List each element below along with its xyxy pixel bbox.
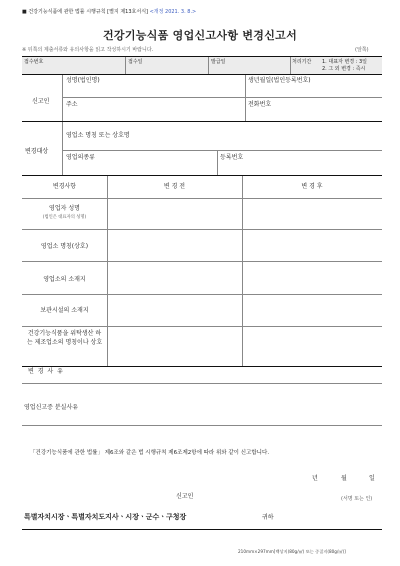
business-name-label: 영업소 명칭 또는 상호명 <box>66 132 130 139</box>
applicant-birth-label: 생년월일(법인등록번호) <box>248 77 311 84</box>
recipient-title: 특별자치시장ㆍ특별자치도지사ㆍ시장ㆍ군수ㆍ구청장 <box>24 513 187 521</box>
divider <box>62 97 382 98</box>
day-label: 일 <box>369 475 375 482</box>
divider <box>217 150 218 175</box>
divider <box>22 229 382 230</box>
loss-reason-label: 영업신고증 분실사유 <box>24 404 79 411</box>
column-header-change-item: 변경사항 <box>52 183 77 190</box>
divider <box>245 75 246 121</box>
divider <box>22 294 382 295</box>
divider <box>22 198 382 199</box>
row-label-contract-manufacturer: 건강기능식품을 위탁생산 하는 제조업소의 명칭이나 상호 <box>26 330 103 346</box>
year-label: 년 <box>312 475 318 482</box>
page-title: 건강기능식품 영업신고사항 변경신고서 <box>103 29 297 42</box>
divider <box>208 57 209 74</box>
divider <box>62 75 63 121</box>
applicant-name-label: 성명(법인명) <box>66 77 100 84</box>
applicant-address-label: 주소 <box>66 101 78 108</box>
instruction-note: ※ 뒤쪽의 제출서류와 유의사항을 읽고 작성하시기 바랍니다. <box>22 47 154 53</box>
column-header-before: 변 경 전 <box>163 183 186 190</box>
row-sub-owner-name: (법인은 대표자의 성명) <box>42 215 87 220</box>
receipt-number-label: 접수번호 <box>24 59 44 65</box>
row-label-business-name: 영업소 명칭(상호) <box>40 243 89 250</box>
declaration-text: 「건강기능식품에 관한 법률」 제6조와 같은 법 시행규칙 제6조제2항에 따라 위와 같이 신고합니다. <box>30 450 270 456</box>
issue-date-label: 발급일 <box>211 59 226 65</box>
row-label-storage-location: 보관시설의 소재지 <box>40 307 89 314</box>
registration-number-label: 등록번호 <box>220 154 244 161</box>
column-header-after: 변 경 후 <box>301 183 323 190</box>
divider <box>62 150 382 151</box>
change-reason-label: 변 경 사 유 <box>28 368 64 375</box>
processing-period-2: 2. 그 외 변경 : 즉시 <box>322 66 366 72</box>
applicant-phone-label: 전화번호 <box>248 101 272 108</box>
applicant-section-label: 신고인 <box>32 98 50 105</box>
divider <box>22 175 382 176</box>
divider <box>290 57 291 74</box>
divider <box>22 261 382 262</box>
divider <box>107 176 108 366</box>
divider <box>22 529 382 530</box>
month-label: 월 <box>341 475 347 482</box>
bullet-icon: ■ <box>22 9 27 15</box>
divider <box>62 122 63 175</box>
divider <box>125 57 126 74</box>
paper-spec: 210mm×297mm[백상지(80g/㎡) 또는 중질지(80g/㎡)] <box>238 549 346 554</box>
row-label-owner-name: 영업자 성명 <box>49 205 80 212</box>
divider <box>242 176 243 366</box>
divider <box>22 326 382 327</box>
business-type-label: 영업의종류 <box>66 154 95 161</box>
law-reference: 건강기능식품에 관한 법률 시행규칙 [별지 제13호서식] <box>28 9 148 15</box>
divider <box>22 366 382 367</box>
page-side-label: (앞쪽) <box>355 47 369 53</box>
receipt-date-label: 접수일 <box>128 59 143 65</box>
divider <box>22 121 382 122</box>
recipient-suffix: 귀하 <box>262 514 274 521</box>
row-label-business-location: 영업소의 소재지 <box>43 276 86 283</box>
divider <box>22 74 382 75</box>
sign-note: (서명 또는 인) <box>341 496 373 502</box>
divider <box>22 425 382 426</box>
divider <box>22 383 382 384</box>
revision-note: <개정 2021. 3. 8.> <box>149 9 197 15</box>
target-section-label: 변경대상 <box>25 148 49 155</box>
processing-period-label: 처리기간 <box>292 59 312 65</box>
processing-period-1: 1. 대표자 변경 : 3일 <box>322 59 367 65</box>
signer-label: 신고인 <box>176 493 194 500</box>
form-reference <box>22 9 196 15</box>
